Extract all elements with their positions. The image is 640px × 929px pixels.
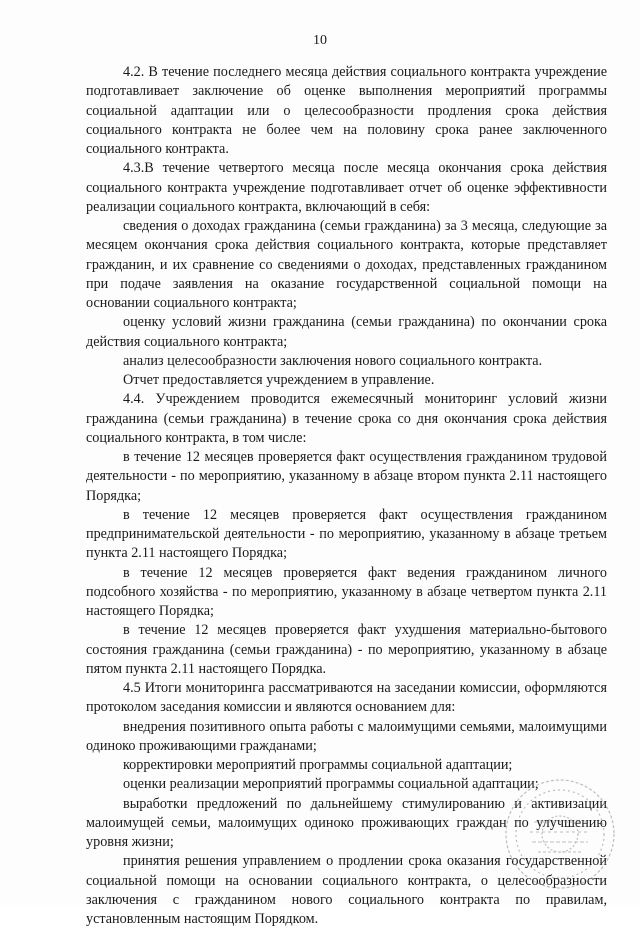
paragraph-income-info: сведения о доходах гражданина (семьи гражданина) за 3 месяца, следующие за месяцем окончания срока действия социального контракта, которые представляет гражданин, и их сравнение со сведениями о доходах, представленных гражданином при подаче заявления на оказание государственной социальной помощи на основании социального контракта; xyxy=(86,218,607,311)
paragraph-living-conditions: оценку условий жизни гражданина (семьи гражданина) по окончании срока действия социального контракта; xyxy=(86,314,607,350)
paragraph-proposals: выработки предложений по дальнейшему стимулированию и активизации малоимущей семьи, малоимущих одиноко проживающих граждан по улучшению уровня жизни; xyxy=(86,795,607,850)
paragraph-positive-experience: внедрения позитивного опыта работы с малоимущими семьями, малоимущими одиноко проживающими гражданами; xyxy=(86,718,607,754)
paragraph-4-2: 4.2. В течение последнего месяца действия социального контракта учреждение подготавливает заключение об оценке выполнения мероприятий программы социальной адаптации или о целесообразности продления срока действия социального контракта не более чем на половину срока ранее заключенного социального контракта. xyxy=(86,64,607,157)
paragraph-program-evaluation: оценки реализации мероприятий программы социальной адаптации; xyxy=(123,776,539,793)
paragraph-4-3: 4.3.В течение четвертого месяца после месяца окончания срока действия социального контракта учреждение подготавливает отчет об оценке эффективности реализации социального контракта, включающий в себя: xyxy=(86,160,607,215)
paragraph-household-farming: в течение 12 месяцев проверяется факт ведения гражданином личного подсобного хозяйства - по мероприятию, указанному в абзаце четвертом пункта 2.11 настоящего Порядка; xyxy=(86,564,607,619)
paragraph-4-4: 4.4. Учреждением проводится ежемесячный мониторинг условий жизни гражданина (семьи гражданина) в течение срока со дня окончания срока действия социального контракта, в том числе: xyxy=(86,391,607,446)
paragraph-business-activity: в течение 12 месяцев проверяется факт осуществления гражданином предпринимательской деятельности - по мероприятию, указанному в абзаце третьем пункта 2.11 настоящего Порядка; xyxy=(86,506,607,562)
official-seal-stamp xyxy=(482,770,622,890)
paragraph-4-5: 4.5 Итоги мониторинга рассматриваются на заседании комиссии, оформляются протоколом заседания комиссии и являются основанием для: xyxy=(86,680,607,716)
paragraph-new-contract-analysis: анализ целесообразности заключения нового социального контракта. xyxy=(123,352,543,369)
paragraph-report: Отчет предоставляется учреждением в управление. xyxy=(123,372,435,388)
paragraph-decision: принятия решения управлением о продлении срока оказания государственной социальной помощи на основании социального контракта, о целесообразности заключения с гражданином нового социального контракта по правилам, установленным настоящим Порядком. xyxy=(86,853,607,927)
page-number: 10 xyxy=(313,33,327,48)
paragraph-labor-activity: в течение 12 месяцев проверяется факт осуществления гражданином трудовой деятельности - по мероприятию, указанному в абзаце втором пункта 2.11 настоящего Порядка; xyxy=(86,449,607,504)
seal-rings xyxy=(506,780,614,888)
paragraph-program-correction: корректировки мероприятий программы социальной адаптации; xyxy=(123,757,513,773)
seal-text-marks xyxy=(530,822,590,852)
paragraph-living-deterioration: в течение 12 месяцев проверяется факт ухудшения материально-бытового состояния гражданина (семьи гражданина) - по мероприятию, указанному в абзаце пятом пункта 2.11 настоящего Порядка. xyxy=(86,622,607,677)
